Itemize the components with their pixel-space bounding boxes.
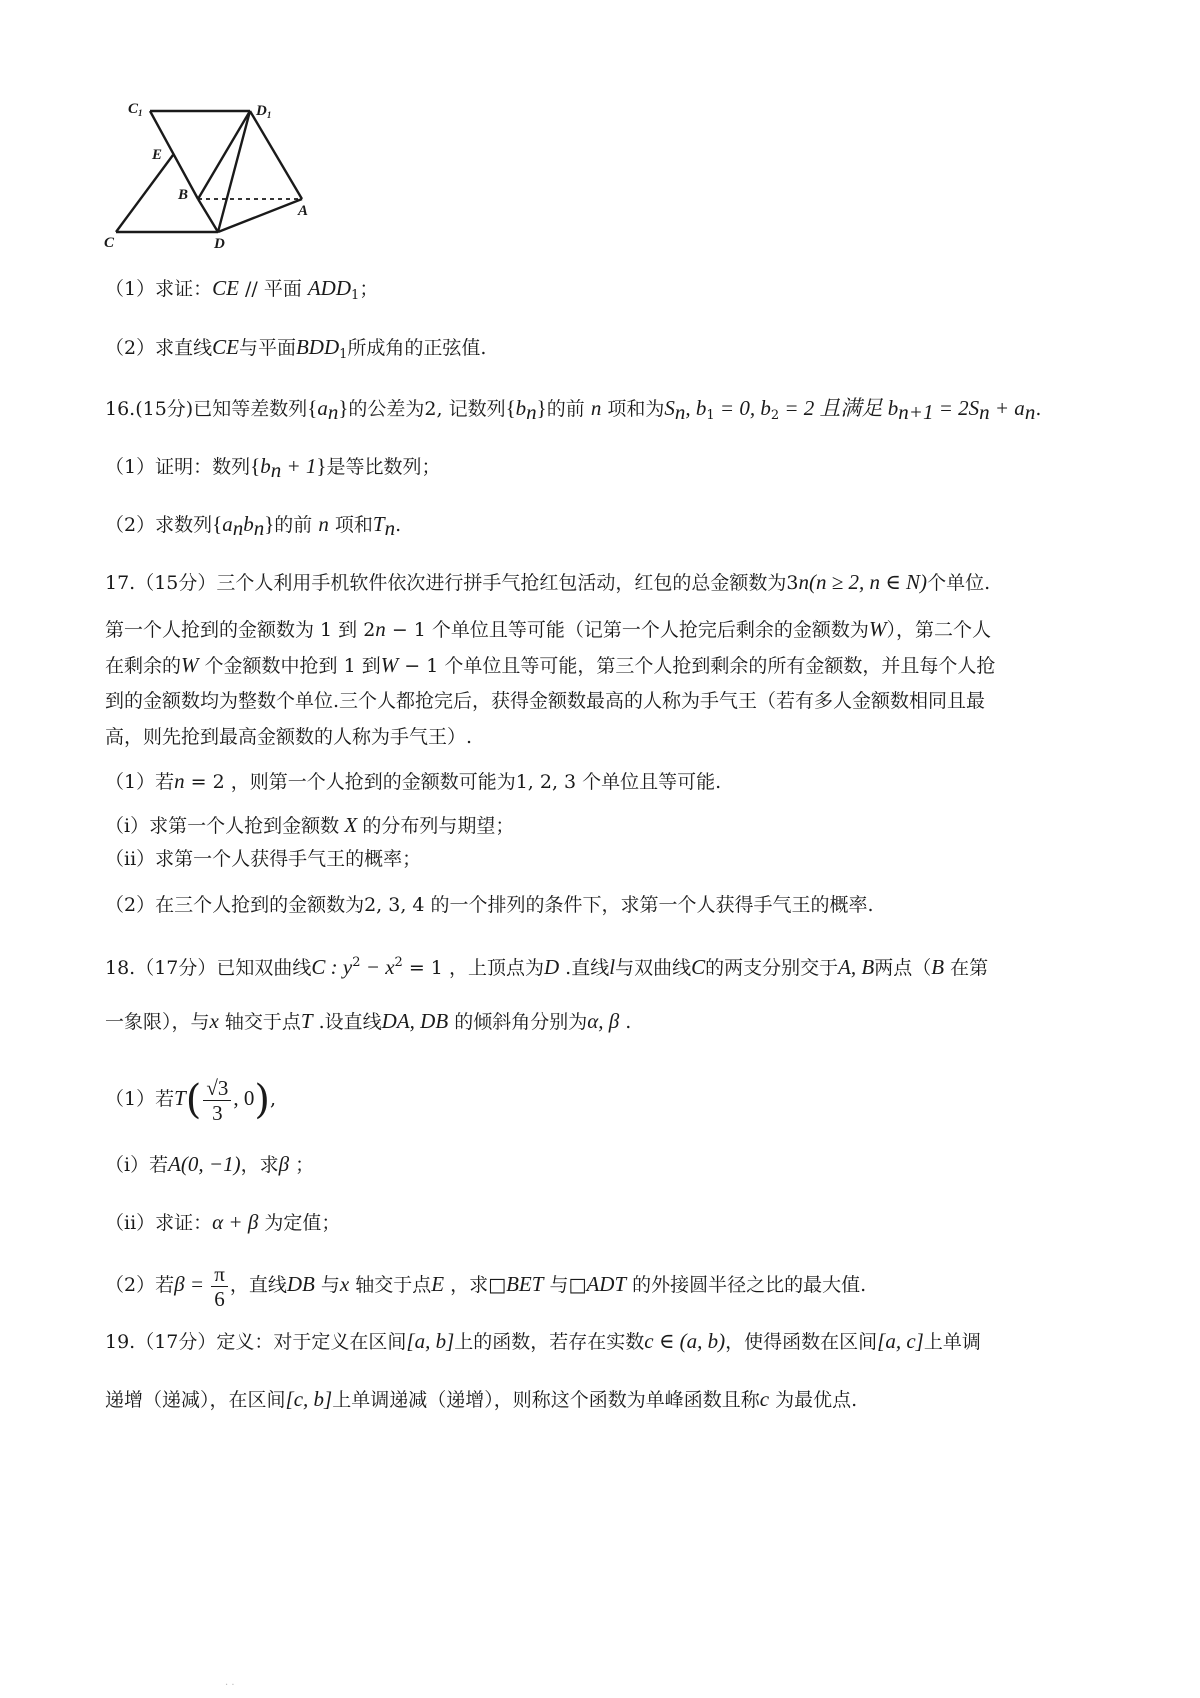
- q17-part1-i: （i）求第一个人抢到金额数 X 的分布列与期望；: [105, 813, 515, 837]
- q17-part2: （2）在三个人抢到的金额数为2, 3, 4 的一个排列的条件下，求第一个人获得手气王的概率.: [105, 894, 874, 916]
- q17-line3: 在剩余的W 个金额数中抢到 1 到W − 1 个单位且等可能，第三个人抢到剩余的所有金额数，并且每个人抢: [105, 653, 996, 677]
- q18-line2: 一象限），与x 轴交于点T .设直线DA, DB 的倾斜角分别为α, β .: [105, 1009, 632, 1033]
- q17-line1: 17.（15分）三个人利用手机软件依次进行拼手气抢红包活动，红包的总金额数为3n(n ≥ 2, n ∈ N)个单位.: [105, 570, 991, 594]
- label-C: C: [104, 235, 115, 251]
- label-A: A: [298, 203, 309, 219]
- fraction-pi-over-6: $\frac{\pi}{6}$: [211, 1262, 228, 1311]
- label-B: B: [178, 187, 189, 203]
- q17-line4: 到的金额数均为整数个单位.三个人都抢完后，获得金额数最高的人称为手气王（若有多人金额数相同且最: [105, 690, 986, 712]
- q18-part2: （2）若β = $\frac{\pi}{6}$ ，直线DB 与x 轴交于点E ，求□BET 与□ADT 的外接圆半径之比的最大值.: [105, 1261, 867, 1311]
- q18-part1-ii: （ii）求证：α + β 为定值；: [105, 1210, 341, 1234]
- q17-line2: 第一个人抢到的金额数为 1 到 2n − 1 个单位且等可能（记第一个人抢完后剩余的金额数为W），第二个人: [105, 617, 991, 641]
- q19-line1: 19.（17分）定义：对于定义在区间[a, b]上的函数，若存在实数c ∈ (a, b)，使得函数在区间[a, c]上单调: [105, 1329, 981, 1353]
- footer-dots: · ·: [225, 1680, 235, 1691]
- label-D1: $D_1$: [256, 103, 272, 120]
- q18-part1: （1）若T( $\frac{√3}{3}$ , 0),: [105, 1075, 277, 1125]
- fraction-sqrt3-over-3: $\frac{√3}{3}$: [203, 1076, 231, 1125]
- q16-stem: 16.(15分)已知等差数列$\{a_n\}$的公差为2, 记数列$\{b_n\}$的前 n 项和为$S_n$, $b_1 = 0$, $b_2 = 2$ 且满足 $b_{n+1} = 2S_n + a_n$.: [105, 396, 1042, 424]
- q18-part1-i: （i）若A(0, −1)，求β ；: [105, 1152, 315, 1176]
- q19-line2: 递增（递减），在区间[c, b]上单调递减（递增），则称这个函数为单峰函数且称c 为最优点.: [105, 1387, 858, 1411]
- q16-part1: （1）证明：数列$\{b_n + 1\}$是等比数列；: [105, 454, 441, 482]
- q16-part2: （2）求数列$\{a_nb_n\}$的前 n 项和$T_n$.: [105, 512, 402, 540]
- q17-part1: （1）若n = 2 ，则第一个人抢到的金额数可能为1, 2, 3 个单位且等可能.: [105, 769, 722, 793]
- q17-part1-ii: （ii）求第一个人获得手气王的概率；: [105, 848, 422, 870]
- label-E: E: [152, 147, 163, 163]
- q17-line5: 高，则先抢到最高金额数的人称为手气王）.: [105, 726, 473, 748]
- q15-part2: （2）求直线CE与平面$BDD_1$所成角的正弦值.: [105, 335, 487, 362]
- q15-part1: （1）求证：CE // 平面 $ADD_1$；: [105, 276, 379, 303]
- label-C1: $C_1$: [128, 101, 143, 118]
- q18-line1: 18.（17分）已知双曲线C : $y^2 - x^2 = 1$ ，上顶点为D .直线l与双曲线C的两支分别交于A, B两点（B 在第: [105, 955, 989, 979]
- geometry-figure: [98, 95, 338, 255]
- label-D: D: [214, 236, 225, 252]
